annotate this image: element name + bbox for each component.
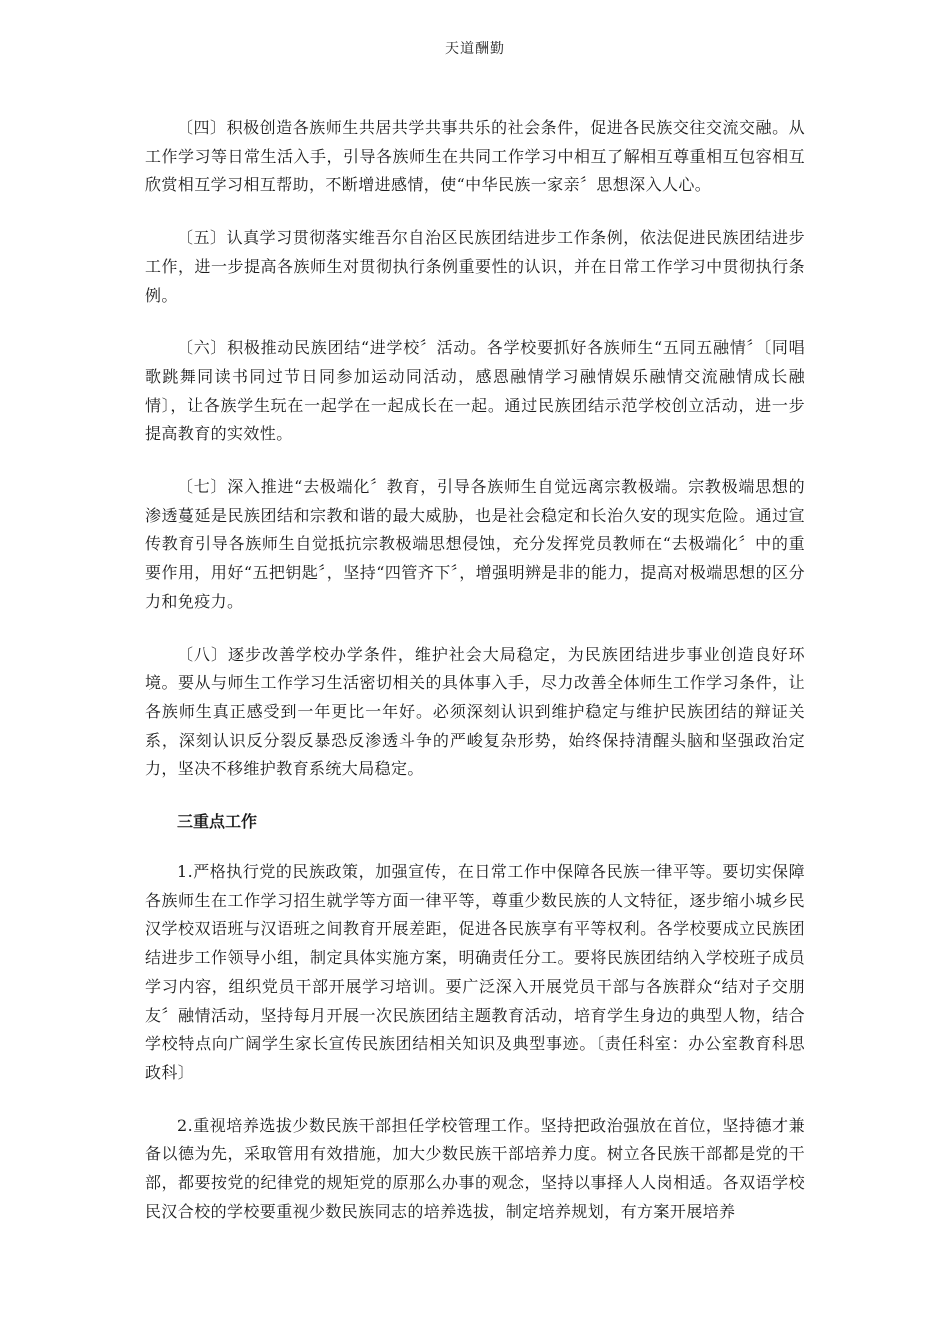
paragraph-four: 〔四〕积极创造各族师生共居共学共事共乐的社会条件，促进各民族交往交流交融。从工作学习等日常生活入手，引导各族师生在共同工作学习中相互了解相互尊重相互包容相互欣赏相互学习相互帮助，不断增进感情，使“中华民族一家亲〞思想深入人心。 — [145, 118, 805, 195]
running-header: 天道酬勤 — [445, 41, 505, 57]
key-work-item-1: 1.严格执行党的民族政策，加强宣传，在日常工作中保障各民族一律平等。要切实保障各族师生在工作学习招生就学等方面一律平等，尊重少数民族的人文特征，逐步缩小城乡民汉学校双语班与汉语班之间教育开展差距，促进各民族享有平等权利。各学校要成立民族团结进步工作领导小组，制定具体实施方案，明确责任分工。要将民族团结纳入学校班子成员学习内容，组织党员干部开展学习培训。要广泛深入开展党员干部与各族群众“结对子交朋友〞融情活动，坚持每月开展一次民族团结主题教育活动，培育学生身边的典型人物，结合学校特点向广阔学生家长宣传民族团结相关知识及典型事迹。〔责任科室：办公室教育科思政科〕 — [145, 862, 805, 1082]
paragraph-eight: 〔八〕逐步改善学校办学条件，维护社会大局稳定，为民族团结进步事业创造良好环境。要从与师生工作学习生活密切相关的具体事入手，尽力改善全体师生工作学习条件，让各族师生真正感受到一年更比一年好。必须深刻认识到维护稳定与维护民族团结的辩证关系，深刻认识反分裂反暴恐反渗透斗争的严峻复杂形势，始终保持清醒头脑和坚强政治定力，坚决不移维护教育系统大局稳定。 — [145, 644, 805, 779]
section-heading: 三重点工作 — [177, 812, 258, 832]
paragraph-five: 〔五〕认真学习贯彻落实维吾尔自治区民族团结进步工作条例，依法促进民族团结进步工作，进一步提高各族师生对贯彻执行条例重要性的认识，并在日常工作学习中贯彻执行条例。 — [145, 228, 805, 305]
key-work-item-2: 2.重视培养选拔少数民族干部担任学校管理工作。坚持把政治强放在首位，坚持德才兼备以德为先，采取管用有效措施，加大少数民族干部培养力度。树立各民族干部都是党的干部，都要按党的纪律党的规矩党的原那么办事的观念，坚持以事择人人岗相适。各双语学校民汉合校的学校要重视少数民族同志的培养选拔，制定培养规划，有方案开展培养 — [145, 1115, 805, 1221]
paragraph-seven: 〔七〕深入推进“去极端化〞教育，引导各族师生自觉远离宗教极端。宗教极端思想的渗透蔓延是民族团结和宗教和谐的最大威胁，也是社会稳定和长治久安的现实危险。通过宣传教育引导各族师生自觉抵抗宗教极端思想侵蚀，充分发挥党员教师在“去极端化〞中的重要作用，用好“五把钥匙〞，坚持“四管齐下〞，增强明辨是非的能力，提高对极端思想的区分力和免疫力。 — [145, 477, 805, 611]
document-body — [145, 114, 805, 1251]
paragraph-six: 〔六〕积极推动民族团结“进学校〞活动。各学校要抓好各族师生“五同五融情〞〔同唱歌跳舞同读书同过节日同参加运动同活动，感恩融情学习融情娱乐融情交流融情成长融情〕，让各族学生玩在一起学在一起成长在一起。通过民族团结示范学校创立活动，进一步提高教育的实效性。 — [145, 338, 805, 444]
